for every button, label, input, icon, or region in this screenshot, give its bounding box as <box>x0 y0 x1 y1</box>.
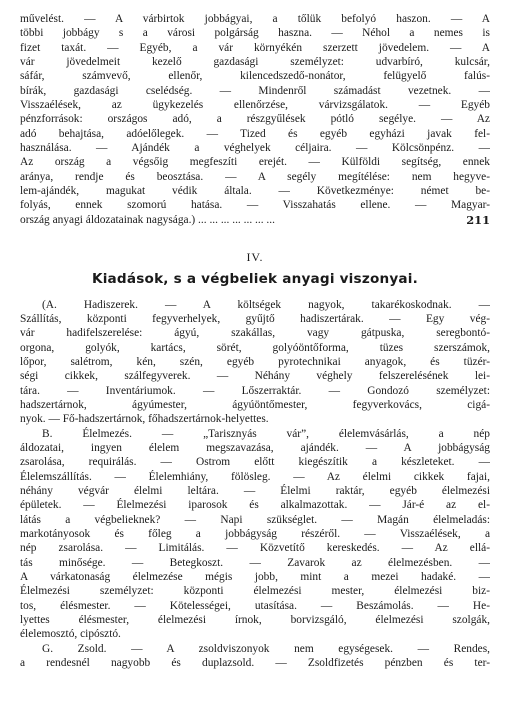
text-line: (A. Hadiszerek. — A költségek nagyok, takarékoskodnak. — <box>42 298 490 311</box>
text-line: pénzforrások: országos adó, a részgyűlések pótló segélye. — Az <box>20 113 490 126</box>
text-line: tára. — Inventáriumok. — Lőszerraktár. — Gondozó személyzet: <box>20 384 490 397</box>
text-line: vár hadifelszerelése: ágyú, szakállas, vagy gátpuska, seregbontó- <box>20 327 490 340</box>
text-line: adó behajtása, adóelőlegek. — Tized és egyéb egyházi javak fel- <box>20 127 490 140</box>
text-line: a rendesnél nagyobb és duplazsold. — Zsoldfizetés pénzben és ter- <box>20 657 490 670</box>
text-line: lem-ajándék, magukat védik általa. — Következménye: német be- <box>20 185 490 198</box>
chapter-summary-last-line <box>20 213 490 232</box>
text-line: néhány végvár élelmi leltára. — Élelmi raktár, egyéb élelmezési <box>20 484 490 497</box>
text-line: markotányosok és főleg a jobbágyság részéről. — Visszaélések, a <box>20 528 490 540</box>
text-line: Szállítás, központi fegyverhelyek, gyűjtő hadiszertárak. — Egy vég- <box>20 312 490 325</box>
text-line: művelést. — A várbirtok jobbágyai, a tőlük befolyó haszon. — A <box>20 13 490 25</box>
text-line: lyettes élésmester, élelmezési írnok, borvizsgáló, élelmezési szolgák, <box>20 614 490 627</box>
text-line: G. Zsold. — A zsoldviszonyok nem egységesek. — Rendes, <box>42 642 490 655</box>
text-line: aránya, rendje és beosztása. — A segély megítélése: nem hegyve- <box>20 170 490 183</box>
text-line: Élelmezési személyzet: központi élelmezési mester, élelmezési biz- <box>20 585 490 598</box>
text-line: tos, élésmester. — Kötelességei, utasítása. — Beszámolás. — He- <box>20 599 490 612</box>
text-line: A várkatonaság élelmezése mégis jobb, mint a mezei hadaké. — <box>20 571 490 584</box>
text-line: lőpor, salétrom, kén, szén, egyéb pyrotechnikai anyagok, és tüzér- <box>20 355 490 368</box>
section-body <box>20 298 490 671</box>
text-line: épületek. — Élelmezési iparosok és alkalmazottak. — Jár-é az el- <box>20 499 490 512</box>
section-title: Kiadások, s a végbeliek anyagi viszonyai. <box>91 270 419 287</box>
text-line: Visszaélések, az ügykezelés ellenőrzése, várvizsgálatok. — Egyéb <box>20 99 490 112</box>
section-number: IV. <box>246 249 264 264</box>
text-line: orgona, golyók, kartács, sörét, golyóöntőforma, tüzes szerszámok, <box>20 341 490 354</box>
chapter-summary <box>20 12 490 213</box>
text-line: tás minősége. — Betegkoszt. — Zavarok az élelmezésben. — <box>20 556 490 569</box>
text-line: vár jövedelmeit kezelő gazdasági személyzet: udvarbíró, kulcsár, <box>20 56 490 69</box>
text-line: zsarolása, requirálás. — Ostrom előtt kiegészítik a készleteket. — <box>20 456 490 469</box>
text-line: bírák, gazdasági cselédség. — Mindenről számadást vezetnek. — <box>20 84 490 97</box>
text-line: élelemosztó, cipósztó. <box>20 628 121 641</box>
text-line: használása. — Ajándék a véghelyek céljaira. — Kölcsönpénz. — <box>20 142 490 155</box>
page-number: 211 <box>466 212 490 227</box>
text-line: nyok. — Fő-hadszertárnok, főhadszertárnok-helyettes. <box>20 413 269 426</box>
text-line: többi jobbágy s a városi polgárság haszna. — Néhol a nemes is <box>20 27 490 40</box>
text-line: fizet taxát. — Egyéb, a vár környékén szerzett jövedelem. — A <box>20 41 490 54</box>
text-line: ségi cikkek, szálfegyverek. — Néhány véghely felszerelésének lei- <box>20 370 490 383</box>
text-line: Az ország a végsőig megfeszíti erejét. — Külföldi segítség, ennek <box>20 156 490 169</box>
book-page <box>20 12 490 670</box>
text-line: hadszertárnok, ágyúmester, ágyúöntőmester, fegyverkovács, cigá- <box>20 398 490 411</box>
text-line: látás a végbelieknek? — Napi szükséglet. — Magán élelmeladás: <box>20 513 490 526</box>
text-line: sáfár, számvevő, ellenőr, kilencedszedő-nonátor, felügyelő falús- <box>20 70 490 83</box>
summary-end-text: ország anyagi áldozatainak nagysága.) ... ... ... ... ... ... ... <box>20 213 275 226</box>
text-line: Élelemszállítás. — Élelemhiány, fölösleg. — Az élelmi cikkek fajai, <box>20 470 490 483</box>
text-line: folyás, ennek szomorú hatása. — Visszahatás ellene. — Magyar- <box>20 199 490 212</box>
text-line: áldozatai, ingyen élelem megszavazása, ajándék. — A jobbágyság <box>20 441 490 454</box>
text-line: B. Élelmezés. — „Tarisznyás vár”, élelemvásárlás, a nép <box>42 427 490 440</box>
text-line: nép zsarolása. — Limitálás. — Közvetítő kereskedés. — Az ellá- <box>20 542 490 555</box>
